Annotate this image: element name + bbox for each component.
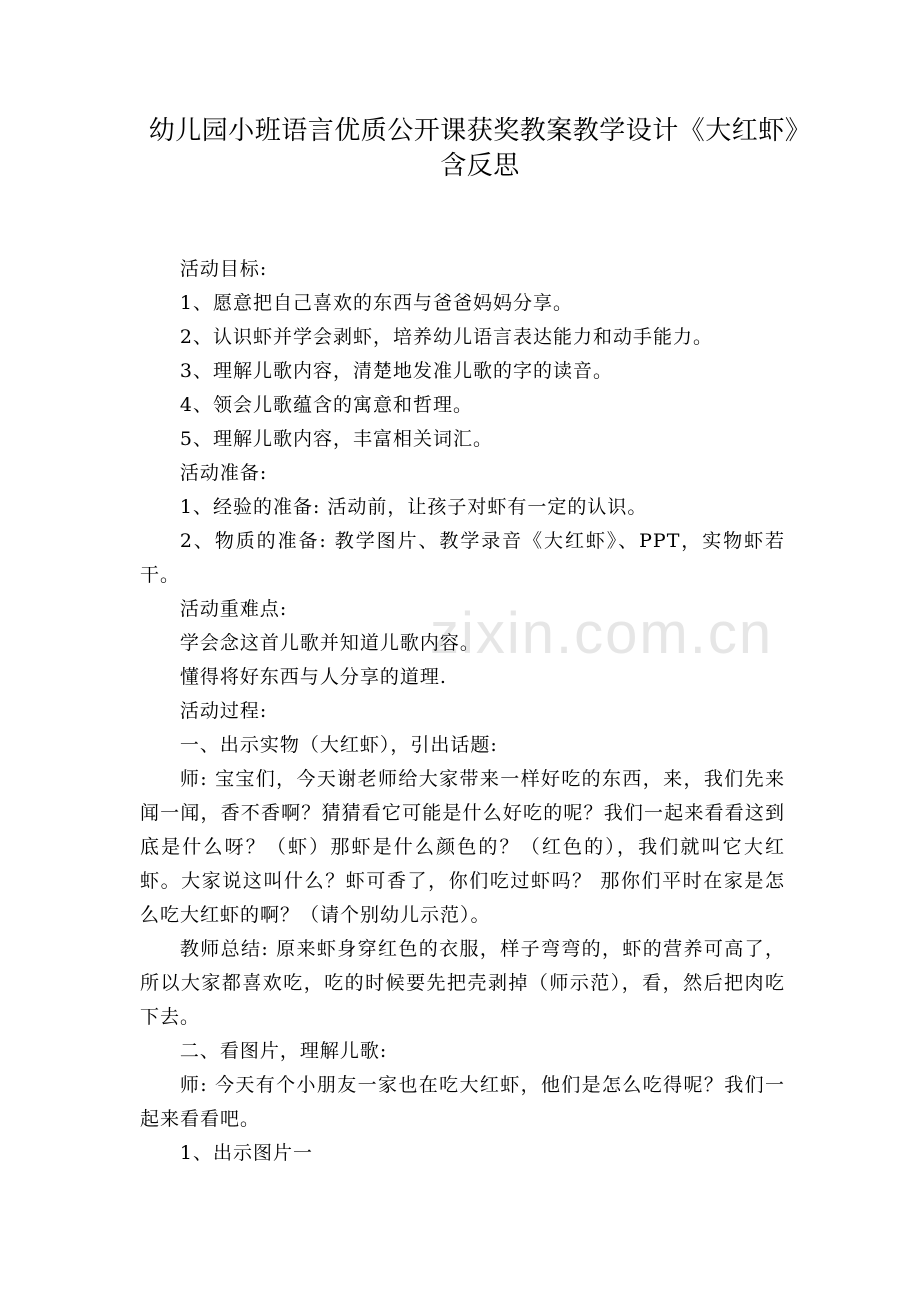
heading-activity-goals: 活动目标: xyxy=(179,258,268,280)
teacher-summary-paragraph: 教师总结: 原来虾身穿红色的衣服，样子弯弯的，虾的营养可高了，所以大家都喜欢吃，吃的时候要先把壳剥掉（师示范），看，然后把肉吃下去。 xyxy=(140,938,785,1028)
process-step-2-heading: 二、看图片，理解儿歌: xyxy=(179,1040,388,1062)
goal-item-1: 1、愿意把自己喜欢的东西与爸爸妈妈分享。 xyxy=(179,292,573,314)
document-title-line-1: 幼儿园小班语言优质公开课获奖教案教学设计《大红虾》 xyxy=(148,116,812,146)
teacher-dialogue-paragraph: 师: 宝宝们，今天谢老师给大家带来一样好吃的东西，来，我们先来闻一闻，香不香啊？猜猜看它可能是什么好吃的呢？我们一起来看看这到底是什么呀？（虾）那虾是什么颜色的？（红色的），我们就叫它大红虾。大家说这叫什么？虾可香了，你们吃过虾吗？ 那你们平时在家是怎么吃大红虾的啊？（请个别幼儿示范）。 xyxy=(140,768,785,926)
goal-item-4: 4、领会儿歌蕴含的寓意和哲理。 xyxy=(179,394,473,416)
preparation-item-1: 1、经验的准备: 活动前，让孩子对虾有一定的认识。 xyxy=(179,496,648,518)
watermark-logo: zixin.com.cn xyxy=(430,601,774,666)
goal-item-3: 3、理解儿歌内容，清楚地发准儿歌的字的读音。 xyxy=(179,360,613,382)
preparation-item-2: 2、物质的准备: 教学图片、教学录音《大红虾》、PPT，实物虾若干。 xyxy=(140,530,785,586)
process-step-1-heading: 一、出示实物（大红虾），引出话题: xyxy=(179,734,498,756)
key-point-1: 学会念这首儿歌并知道儿歌内容。 xyxy=(179,632,480,654)
heading-activity-preparation: 活动准备: xyxy=(179,462,268,484)
document-title-line-2: 含反思 xyxy=(440,151,520,181)
goal-item-5: 5、理解儿歌内容，丰富相关词汇。 xyxy=(179,428,493,450)
document-body xyxy=(140,252,785,1170)
goal-item-2: 2、认识虾并学会剥虾，培养幼儿语言表达能力和动手能力。 xyxy=(179,326,713,348)
key-point-2: 懂得将好东西与人分享的道理. xyxy=(179,666,447,688)
teacher-intro-paragraph: 师: 今天有个小朋友一家也在吃大红虾，他们是怎么吃得呢？我们一起来看看吧。 xyxy=(140,1074,785,1130)
heading-activity-process: 活动过程: xyxy=(179,700,268,722)
show-picture-one: 1、出示图片一 xyxy=(179,1142,313,1164)
heading-key-difficulties: 活动重难点: xyxy=(179,598,288,620)
